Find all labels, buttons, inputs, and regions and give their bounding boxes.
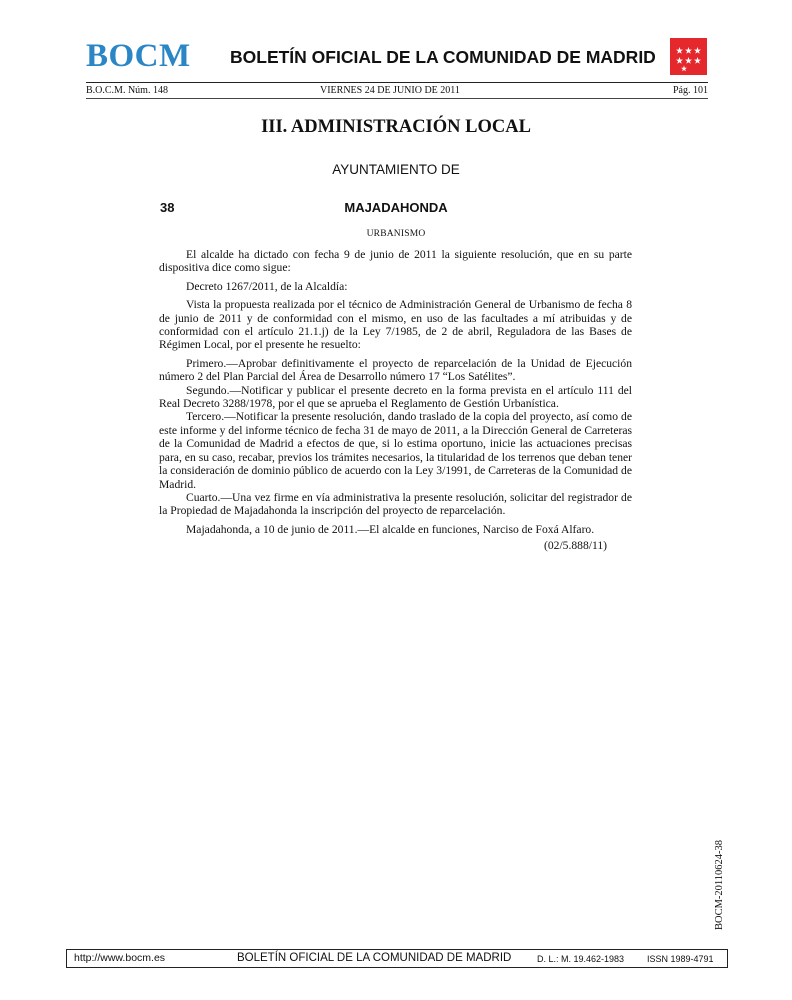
header-rule-lower: [86, 98, 708, 99]
document-code: BOCM-20110624-38: [714, 839, 725, 930]
masthead-title: BOLETÍN OFICIAL DE LA COMUNIDAD DE MADRID: [230, 47, 656, 67]
paragraph: El alcalde ha dictado con fecha 9 de junio de 2011 la siguiente resolución, que en su parte dispositiva dice como sigue:: [159, 248, 632, 275]
bocm-logo: BOCM: [86, 38, 191, 74]
issue-date: VIERNES 24 DE JUNIO DE 2011: [320, 85, 460, 96]
municipality-heading: MAJADAHONDA: [344, 200, 448, 215]
resolution-body: [159, 248, 632, 536]
signature-paragraph: Majadahonda, a 10 de junio de 2011.—El alcalde en funciones, Narciso de Foxá Alfaro.: [186, 522, 595, 536]
footer-url-link[interactable]: http://www.bocm.es: [74, 952, 166, 964]
page-number: Pág. 101: [673, 85, 708, 96]
legal-deposit: D. L.: M. 19.462-1983: [537, 954, 625, 964]
header-rule: [86, 82, 708, 83]
issue-number: B.O.C.M. Núm. 148: [86, 85, 168, 96]
subject-heading: URBANISMO: [366, 229, 426, 239]
footer: [66, 949, 728, 968]
reference-code: (02/5.888/11): [543, 539, 607, 552]
paragraph: Primero.—Aprobar definitivamente el proyecto de reparcelación de la Unidad de Ejecución número 2 del Plan Parcial del Área de Desarrollo número 17 “Los Satélites”.: [159, 356, 632, 384]
madrid-flag-icon: [670, 38, 707, 75]
paragraph: Cuarto.—Una vez firme en vía administrativa la presente resolución, solicitar del registrador de la Propiedad de Majadahonda la inscripción del proyecto de reparcelación.: [159, 490, 632, 518]
paragraph: Decreto 1267/2011, de la Alcaldía:: [186, 279, 348, 293]
paragraph: Vista la propuesta realizada por el técnico de Administración General de Urbanismo de fecha 8 de junio de 2011 y de conformidad con el mismo, en uso de las facultades a mí atribuidas y de conformidad con el artículo 21.1.j) de la Ley 7/1985, de 2 de abril, Reguladora de las Bases de Régimen Local, por el presente he resuelto:: [159, 298, 632, 352]
section-subtitle: AYUNTAMIENTO DE: [332, 162, 460, 177]
section-title: III. ADMINISTRACIÓN LOCAL: [261, 117, 531, 137]
footer-title: BOLETÍN OFICIAL DE LA COMUNIDAD DE MADRID: [237, 952, 512, 964]
issn: ISSN 1989-4791: [647, 954, 714, 964]
paragraph: Segundo.—Notificar y publicar el presente decreto en la forma prevista en el artículo 111 del Real Decreto 3288/1978, por el que se aprueba el Reglamento de Gestión Urbanística.: [159, 383, 632, 411]
paragraph: Tercero.—Notificar la presente resolución, dando traslado de la copia del proyecto, así como de este informe y del informe técnico de fecha 31 de mayo de 2011, a la Dirección General de Carreteras de la Comunidad de Madrid a efectos de que, si lo estima oportuno, inicie las actuaciones precisas para, en su caso, recabar, previos los trámites necesarios, la titularidad de los terrenos que deban tener la consideración de dominio público de acuerdo con la Ley 3/1991, de Carreteras de la Comunidad de Madrid.: [159, 410, 632, 491]
entry-number: 38: [160, 200, 175, 215]
